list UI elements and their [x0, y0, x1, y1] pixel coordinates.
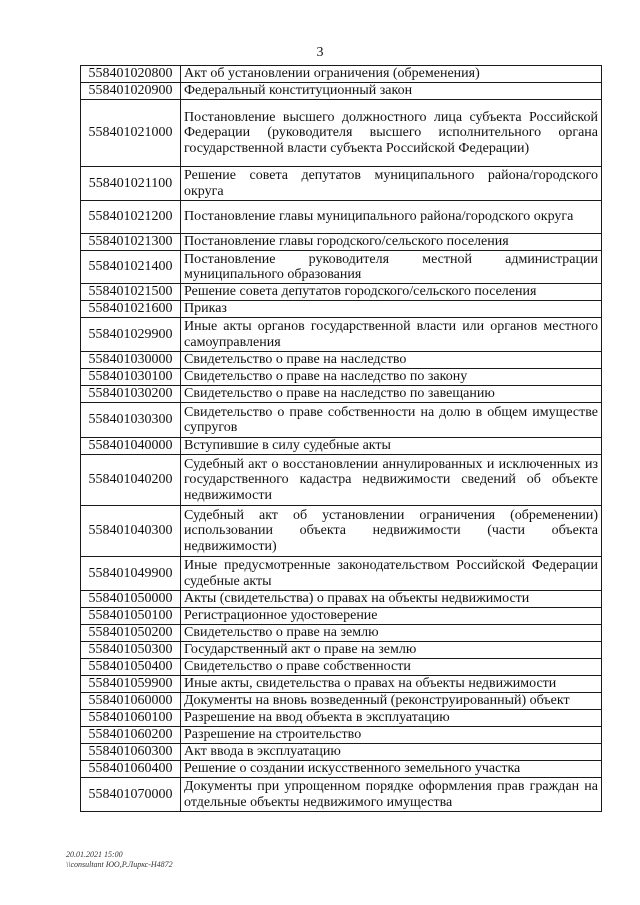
row-name: Постановление руководителя местной администрации муниципального образования: [181, 251, 602, 284]
row-code: 558401029900: [81, 318, 181, 352]
table-row: [81, 251, 602, 284]
row-name: Акт ввода в эксплуатацию: [181, 744, 602, 761]
row-code: 558401020800: [81, 66, 181, 83]
row-code: 558401020900: [81, 83, 181, 100]
row-name: Свидетельство о праве собственности: [181, 659, 602, 676]
row-name: Акты (свидетельства) о правах на объекты недвижимости: [181, 591, 602, 608]
row-name: Судебный акт об установлении ограничения (обременении) использовании объекта недвижимости (части объекта недвижимости): [181, 506, 602, 557]
table-row: [81, 201, 602, 234]
row-code: 558401060200: [81, 727, 181, 744]
row-name: Свидетельство о праве на наследство по завещанию: [181, 386, 602, 403]
row-code: 558401050100: [81, 608, 181, 625]
row-code: 558401021200: [81, 201, 181, 234]
row-name: Документы при упрощенном порядке оформления прав граждан на отдельные объекты недвижимого имущества: [181, 778, 602, 812]
row-name: Решение о создании искусственного земельного участка: [181, 761, 602, 778]
row-code: 558401021400: [81, 251, 181, 284]
row-name: Федеральный конституционный закон: [181, 83, 602, 100]
table-row: [81, 727, 602, 744]
table-row: [81, 676, 602, 693]
table-row: [81, 659, 602, 676]
row-code: 558401021600: [81, 301, 181, 318]
row-name: Приказ: [181, 301, 602, 318]
row-name: Постановление высшего должностного лица субъекта Российской Федерации (руководителя высшего исполнительного органа государственной власти субъекта Российской Федерации): [181, 100, 602, 167]
row-name: Решение совета депутатов муниципального района/городского округа: [181, 167, 602, 201]
table-row: [81, 591, 602, 608]
row-code: 558401050000: [81, 591, 181, 608]
table-row: [81, 642, 602, 659]
table-row: [81, 608, 602, 625]
row-name: Свидетельство о праве собственности на долю в общем имуществе супругов: [181, 403, 602, 438]
row-name: Разрешение на ввод объекта в эксплуатацию: [181, 710, 602, 727]
table-row: [81, 761, 602, 778]
table-row: [81, 744, 602, 761]
row-name: Постановление главы муниципального района/городского округа: [181, 201, 602, 234]
table-row: [81, 352, 602, 369]
row-name: Свидетельство о праве на наследство: [181, 352, 602, 369]
table-row: [81, 318, 602, 352]
row-code: 558401060400: [81, 761, 181, 778]
table-row: [81, 438, 602, 455]
row-code: 558401040200: [81, 455, 181, 506]
row-name: Свидетельство о праве на землю: [181, 625, 602, 642]
row-code: 558401021000: [81, 100, 181, 167]
row-name: Иные предусмотренные законодательством Российской Федерации судебные акты: [181, 557, 602, 591]
row-code: 558401050300: [81, 642, 181, 659]
row-name: Акт об установлении ограничения (обременения): [181, 66, 602, 83]
row-name: Решение совета депутатов городского/сельского поселения: [181, 284, 602, 301]
table-row: [81, 369, 602, 386]
row-code: 558401040300: [81, 506, 181, 557]
table-row: [81, 66, 602, 83]
table-row: [81, 778, 602, 812]
table-row: [81, 83, 602, 100]
row-name: Свидетельство о праве на наследство по закону: [181, 369, 602, 386]
table-row: [81, 100, 602, 167]
row-name: Регистрационное удостоверение: [181, 608, 602, 625]
row-code: 558401030000: [81, 352, 181, 369]
row-code: 558401030300: [81, 403, 181, 438]
row-name: Вступившие в силу судебные акты: [181, 438, 602, 455]
table-row: [81, 625, 602, 642]
row-code: 558401050200: [81, 625, 181, 642]
table-row: [81, 506, 602, 557]
table-row: [81, 301, 602, 318]
row-code: 558401070000: [81, 778, 181, 812]
row-name: Иные акты органов государственной власти или органов местного самоуправления: [181, 318, 602, 352]
footer-stamp: [66, 850, 173, 870]
row-code: 558401059900: [81, 676, 181, 693]
row-name: Разрешение на строительство: [181, 727, 602, 744]
row-code: 558401030100: [81, 369, 181, 386]
table-row: [81, 693, 602, 710]
row-code: 558401021100: [81, 167, 181, 201]
row-code: 558401049900: [81, 557, 181, 591]
page-number: 3: [316, 45, 324, 60]
table-row: [81, 386, 602, 403]
table-row: [81, 167, 602, 201]
row-name: Документы на вновь возведенный (реконструированный) объект: [181, 693, 602, 710]
row-name: Судебный акт о восстановлении аннулированных и исключенных из государственного кадастра недвижимости сведений об объекте недвижимости: [181, 455, 602, 506]
row-name: Иные акты, свидетельства о правах на объекты недвижимости: [181, 676, 602, 693]
row-code: 558401050400: [81, 659, 181, 676]
row-name: Государственный акт о праве на землю: [181, 642, 602, 659]
table-row: [81, 234, 602, 251]
table-row: [81, 455, 602, 506]
row-code: 558401060100: [81, 710, 181, 727]
row-code: 558401060000: [81, 693, 181, 710]
table-row: [81, 557, 602, 591]
table-row: [81, 284, 602, 301]
row-name: Постановление главы городского/сельского поселения: [181, 234, 602, 251]
row-code: 558401021300: [81, 234, 181, 251]
row-code: 558401040000: [81, 438, 181, 455]
table-row: [81, 403, 602, 438]
row-code: 558401060300: [81, 744, 181, 761]
row-code: 558401021500: [81, 284, 181, 301]
document-codes-table: [80, 65, 602, 812]
footer-source: \\consultant ЮО,Р.Лиркс-Н4872: [66, 860, 173, 869]
table-row: [81, 710, 602, 727]
row-code: 558401030200: [81, 386, 181, 403]
footer-date: 20.01.2021 15:00: [66, 850, 123, 859]
